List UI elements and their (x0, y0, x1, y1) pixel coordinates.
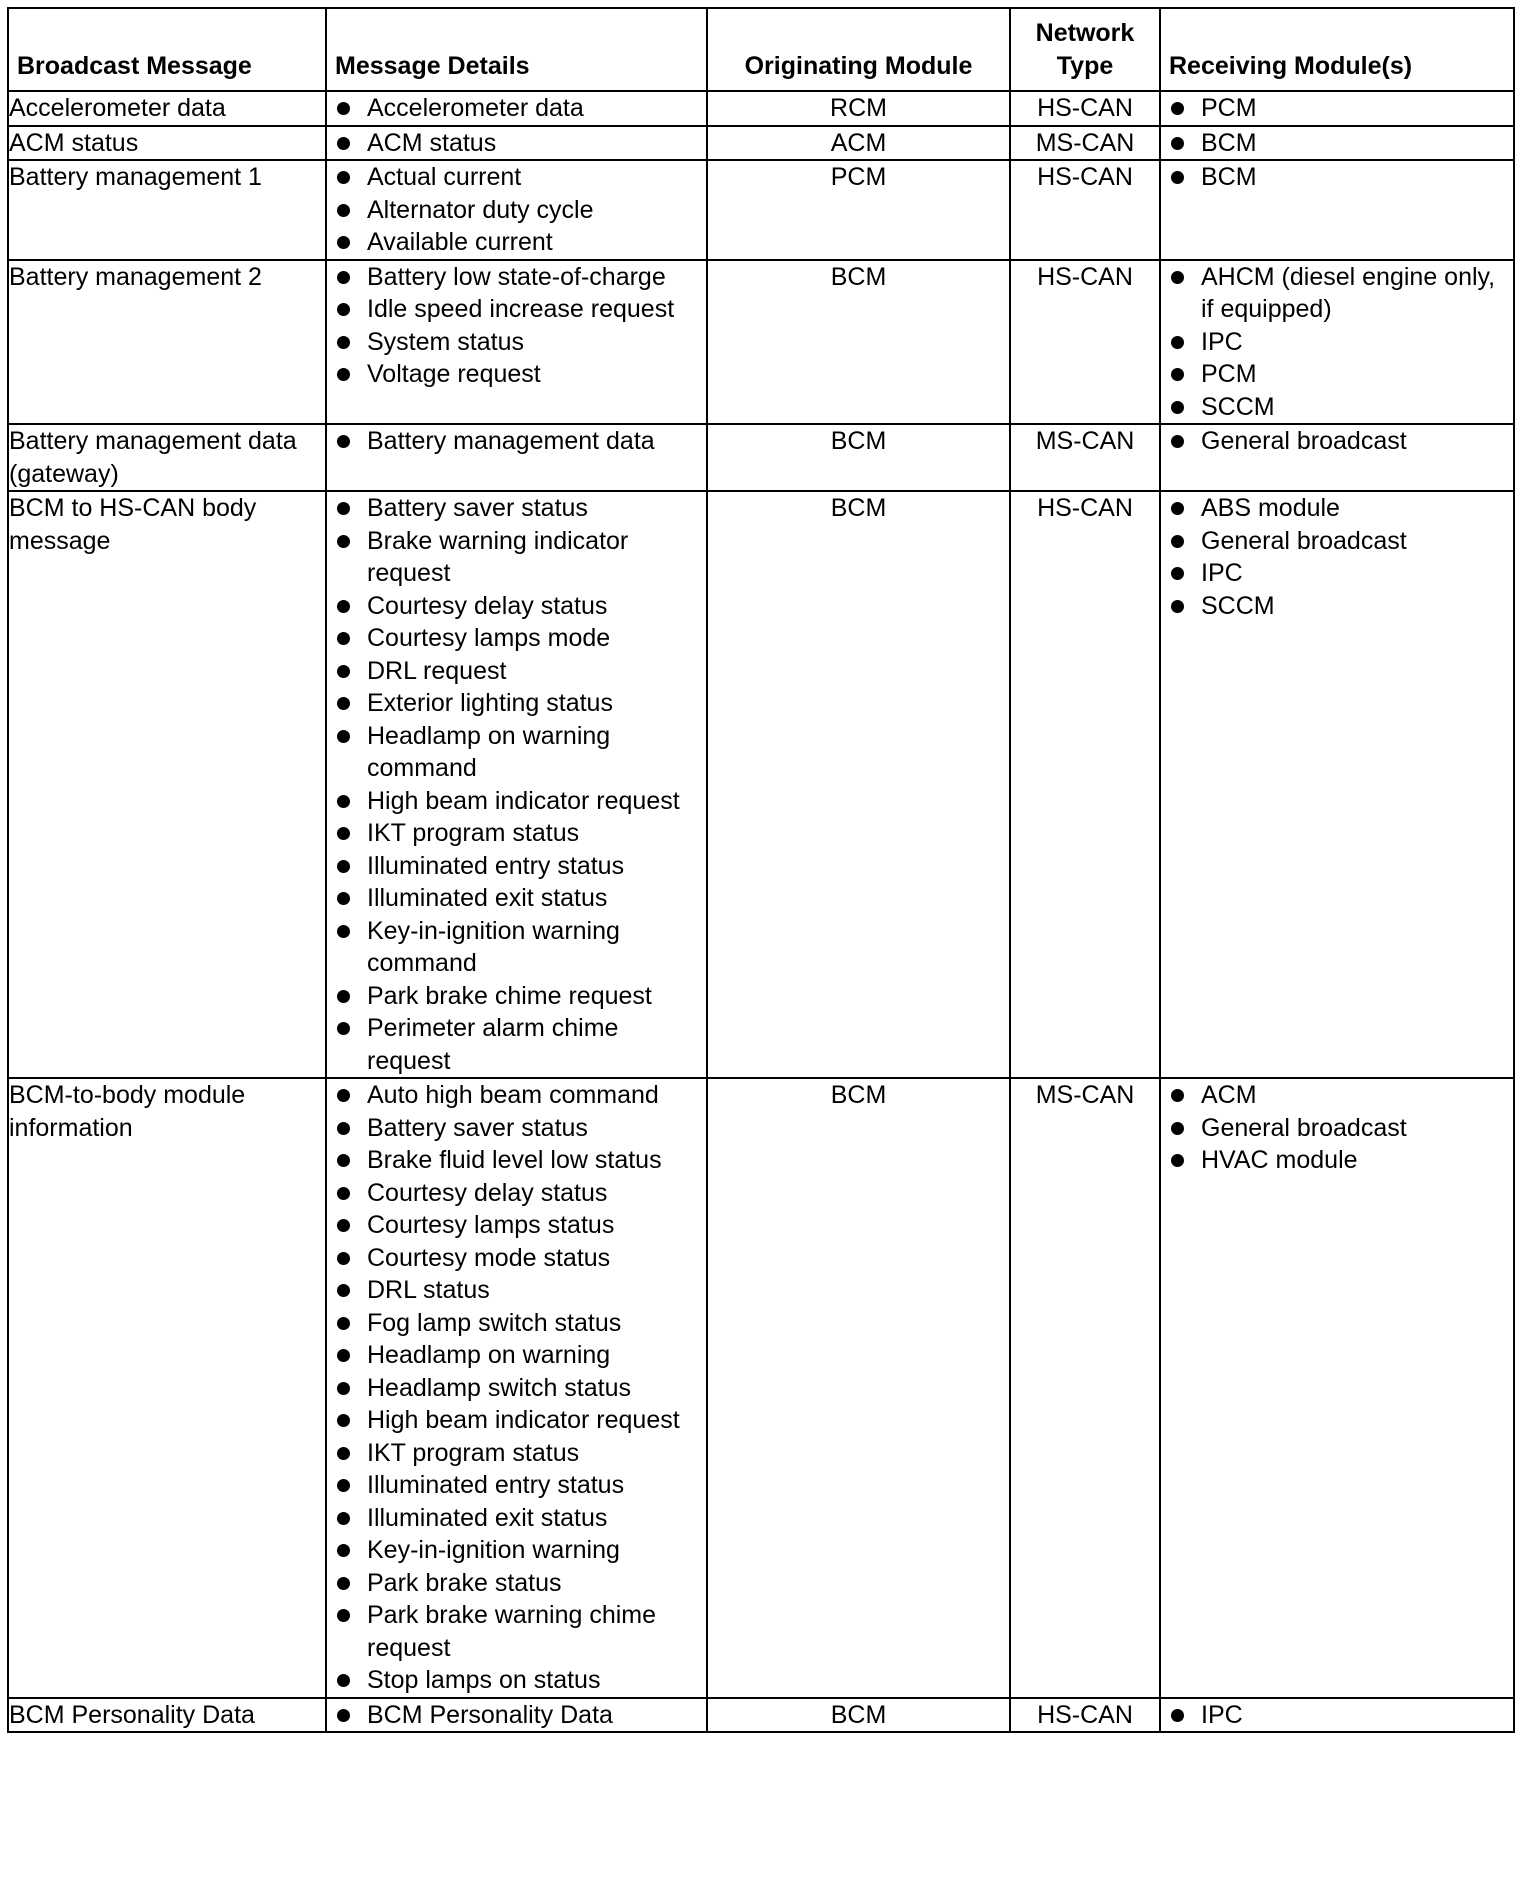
bullet-icon (337, 137, 350, 150)
detail-item-text: Alternator duty cycle (367, 195, 594, 224)
detail-item-text: Headlamp on warning command (367, 721, 611, 782)
receiver-item-text: IPC (1201, 327, 1243, 356)
detail-item-text: DRL status (367, 1276, 490, 1304)
detail-item-text: Courtesy delay status (367, 1178, 608, 1207)
detail-item (327, 817, 706, 850)
receiver-item-text: SCCM (1201, 591, 1275, 620)
detail-item (327, 1599, 706, 1664)
receiver-item (1161, 127, 1513, 160)
originating-module-cell: ACM (707, 126, 1010, 161)
message-details-cell (326, 1078, 707, 1698)
table-row (8, 1698, 1514, 1733)
bullet-icon (337, 1089, 350, 1102)
detail-item-text: Illuminated entry status (367, 851, 625, 880)
receiving-modules-cell (1160, 491, 1514, 1078)
detail-item-text: Fog lamp switch status (367, 1308, 622, 1337)
detail-item (327, 655, 706, 688)
detail-item-text: Illuminated entry status (367, 1471, 625, 1499)
receiver-item (1161, 590, 1513, 623)
detail-item (327, 590, 706, 623)
detail-item-text: DRL request (367, 656, 507, 685)
bullet-icon (337, 102, 350, 115)
table-row (8, 491, 1514, 1078)
receiving-modules-cell-list (1161, 1079, 1513, 1177)
table-row (8, 1078, 1514, 1698)
message-details-cell-list (327, 1079, 706, 1697)
detail-item (327, 1339, 706, 1372)
bullet-icon (337, 795, 350, 808)
detail-item-text: Stop lamps on status (367, 1666, 601, 1694)
detail-item (327, 1177, 706, 1210)
bullet-icon (1171, 137, 1184, 150)
receiver-item-text: HVAC module (1201, 1146, 1358, 1174)
bullet-icon (337, 1317, 350, 1330)
receiver-item-text: ACM (1201, 1081, 1257, 1109)
network-type-cell: MS-CAN (1010, 126, 1160, 161)
detail-item (327, 293, 706, 326)
table-row (8, 126, 1514, 161)
header-message-details: Message Details (326, 8, 707, 91)
bullet-icon (337, 1609, 350, 1622)
originating-module-cell: BCM (707, 1078, 1010, 1698)
detail-item (327, 1012, 706, 1077)
originating-module-cell: BCM (707, 424, 1010, 491)
table-row (8, 160, 1514, 260)
bullet-icon (337, 171, 350, 184)
receiver-item-text: ABS module (1201, 494, 1340, 522)
bullet-icon (1171, 435, 1184, 448)
receiver-item (1161, 326, 1513, 359)
detail-item (327, 161, 706, 194)
message-details-cell (326, 126, 707, 161)
bullet-icon (337, 632, 350, 645)
detail-item-text: Brake warning indicator request (367, 526, 629, 587)
receiving-modules-cell-list (1161, 261, 1513, 424)
receiving-modules-cell-list (1161, 161, 1513, 194)
receiving-modules-cell (1160, 160, 1514, 260)
bullet-icon (337, 1349, 350, 1362)
detail-item (327, 194, 706, 227)
bullet-icon (1171, 271, 1184, 284)
detail-item-text: Courtesy delay status (367, 591, 608, 620)
broadcast-message-cell: Battery management 1 (8, 160, 326, 260)
receiving-modules-cell-list (1161, 1699, 1513, 1732)
receiver-item-text: IPC (1201, 1700, 1243, 1729)
detail-item (327, 785, 706, 818)
originating-module-cell: PCM (707, 160, 1010, 260)
bullet-icon (337, 1382, 350, 1395)
header-broadcast-message: Broadcast Message (8, 8, 326, 91)
network-type-cell: MS-CAN (1010, 1078, 1160, 1698)
originating-module-cell: BCM (707, 260, 1010, 425)
bullet-icon (337, 368, 350, 381)
receiving-modules-cell (1160, 424, 1514, 491)
network-type-cell: HS-CAN (1010, 491, 1160, 1078)
detail-item (327, 720, 706, 785)
message-details-cell-list (327, 492, 706, 1077)
detail-item-text: Idle speed increase request (367, 295, 675, 323)
bullet-icon (337, 336, 350, 349)
receiver-item (1161, 492, 1513, 525)
receiving-modules-cell-list (1161, 92, 1513, 125)
detail-item-text: IKT program status (367, 819, 580, 847)
receiver-item-text: General broadcast (1201, 1113, 1407, 1142)
header-originating-module: Originating Module (707, 8, 1010, 91)
header-receiving-modules: Receiving Module(s) (1160, 8, 1514, 91)
receiver-item (1161, 1699, 1513, 1732)
broadcast-message-table (7, 7, 1515, 1733)
bullet-icon (337, 892, 350, 905)
message-details-cell-list (327, 127, 706, 160)
table-row (8, 260, 1514, 425)
bullet-icon (337, 990, 350, 1003)
receiver-item-text: General broadcast (1201, 427, 1407, 455)
receiving-modules-cell (1160, 126, 1514, 161)
bullet-icon (337, 1414, 350, 1427)
receiver-item (1161, 261, 1513, 326)
detail-item-text: Battery saver status (367, 494, 588, 522)
detail-item-text: Perimeter alarm chime request (367, 1014, 619, 1075)
detail-item (327, 525, 706, 590)
detail-item (327, 1274, 706, 1307)
detail-item-text: Park brake warning chime request (367, 1601, 657, 1662)
network-type-cell: HS-CAN (1010, 160, 1160, 260)
message-details-cell-list (327, 161, 706, 259)
receiver-item-text: IPC (1201, 559, 1243, 587)
bullet-icon (1171, 1122, 1184, 1135)
detail-item (327, 1534, 706, 1567)
bullet-icon (337, 271, 350, 284)
bullet-icon (337, 827, 350, 840)
network-type-cell: HS-CAN (1010, 91, 1160, 126)
receiver-item-text: SCCM (1201, 392, 1275, 421)
detail-item-text: Courtesy lamps mode (367, 624, 611, 652)
bullet-icon (337, 1709, 350, 1722)
bullet-icon (337, 925, 350, 938)
detail-item-text: High beam indicator request (367, 786, 680, 815)
originating-module-cell: RCM (707, 91, 1010, 126)
receiver-item-text: BCM (1201, 163, 1257, 191)
receiving-modules-cell (1160, 260, 1514, 425)
detail-item-text: Brake fluid level low status (367, 1146, 662, 1174)
detail-item-text: Battery management data (367, 427, 655, 455)
message-details-cell (326, 491, 707, 1078)
bullet-icon (1171, 1709, 1184, 1722)
detail-item-text: Available current (367, 228, 553, 256)
detail-item (327, 226, 706, 259)
detail-item-text: Auto high beam command (367, 1081, 659, 1109)
receiving-modules-cell (1160, 1078, 1514, 1698)
receiver-item-text: PCM (1201, 94, 1257, 122)
detail-item (327, 1469, 706, 1502)
receiver-item (1161, 1144, 1513, 1177)
broadcast-message-cell: BCM to HS-CAN body message (8, 491, 326, 1078)
bullet-icon (1171, 102, 1184, 115)
bullet-icon (337, 1252, 350, 1265)
detail-item (327, 326, 706, 359)
detail-item (327, 1209, 706, 1242)
receiver-item (1161, 1112, 1513, 1145)
detail-item-text: Illuminated exit status (367, 1503, 608, 1532)
bullet-icon (337, 1674, 350, 1687)
bullet-icon (337, 1512, 350, 1525)
bullet-icon (337, 600, 350, 613)
bullet-icon (1171, 336, 1184, 349)
receiver-item (1161, 161, 1513, 194)
detail-item-text: BCM Personality Data (367, 1700, 613, 1729)
bullet-icon (337, 1219, 350, 1232)
broadcast-message-cell: BCM Personality Data (8, 1698, 326, 1733)
detail-item-text: Headlamp switch status (367, 1373, 632, 1402)
receiving-modules-cell-list (1161, 127, 1513, 160)
message-details-cell (326, 91, 707, 126)
bullet-icon (1171, 171, 1184, 184)
message-details-cell (326, 160, 707, 260)
receiving-modules-cell-list (1161, 492, 1513, 622)
detail-item (327, 980, 706, 1013)
originating-module-cell: BCM (707, 1698, 1010, 1733)
bullet-icon (337, 1544, 350, 1557)
detail-item (327, 850, 706, 883)
broadcast-message-cell: Accelerometer data (8, 91, 326, 126)
bullet-icon (1171, 1154, 1184, 1167)
bullet-icon (337, 1447, 350, 1460)
bullet-icon (1171, 600, 1184, 613)
detail-item (327, 1404, 706, 1437)
detail-item-text: IKT program status (367, 1438, 580, 1467)
receiver-item-text: PCM (1201, 360, 1257, 388)
broadcast-message-cell: Battery management 2 (8, 260, 326, 425)
detail-item (327, 1437, 706, 1470)
message-details-cell-list (327, 261, 706, 391)
receiving-modules-cell (1160, 91, 1514, 126)
detail-item (327, 1307, 706, 1340)
detail-item (327, 687, 706, 720)
detail-item-text: Exterior lighting status (367, 689, 613, 717)
message-details-cell (326, 1698, 707, 1733)
detail-item-text: System status (367, 327, 524, 356)
receiver-item-text: BCM (1201, 128, 1257, 157)
detail-item (327, 1664, 706, 1697)
detail-item-text: Illuminated exit status (367, 884, 608, 912)
receiver-item (1161, 1079, 1513, 1112)
detail-item-text: High beam indicator request (367, 1406, 680, 1434)
bullet-icon (337, 665, 350, 678)
bullet-icon (337, 697, 350, 710)
bullet-icon (1171, 502, 1184, 515)
detail-item (327, 1699, 706, 1732)
bullet-icon (1171, 567, 1184, 580)
detail-item (327, 1144, 706, 1177)
detail-item (327, 92, 706, 125)
bullet-icon (337, 730, 350, 743)
bullet-icon (337, 1154, 350, 1167)
receiver-item-text: AHCM (diesel engine only, if equipped) (1201, 262, 1496, 323)
message-details-cell-list (327, 92, 706, 125)
table-header-row (8, 8, 1514, 91)
network-type-cell: MS-CAN (1010, 424, 1160, 491)
detail-item (327, 915, 706, 980)
detail-item-text: Battery low state-of-charge (367, 262, 666, 291)
bullet-icon (337, 1022, 350, 1035)
detail-item (327, 358, 706, 391)
receiver-item (1161, 425, 1513, 458)
message-details-cell-list (327, 1699, 706, 1732)
detail-item (327, 1502, 706, 1535)
bullet-icon (1171, 1089, 1184, 1102)
detail-item-text: ACM status (367, 128, 497, 157)
detail-item-text: Key-in-ignition warning command (367, 916, 620, 977)
header-network-type (1010, 8, 1160, 91)
receiver-item (1161, 525, 1513, 558)
bullet-icon (1171, 535, 1184, 548)
bullet-icon (337, 435, 350, 448)
detail-item (327, 127, 706, 160)
detail-item (327, 1079, 706, 1112)
bullet-icon (337, 303, 350, 316)
bullet-icon (1171, 401, 1184, 414)
header-network-type-line2: Type (1056, 51, 1114, 80)
table-body (8, 91, 1514, 1732)
broadcast-message-cell: Battery management data (gateway) (8, 424, 326, 491)
bullet-icon (337, 204, 350, 217)
detail-item (327, 492, 706, 525)
receiver-item (1161, 557, 1513, 590)
bullet-icon (337, 860, 350, 873)
table-row (8, 91, 1514, 126)
detail-item (327, 425, 706, 458)
bullet-icon (337, 236, 350, 249)
detail-item-text: Park brake chime request (367, 981, 652, 1010)
network-type-cell: HS-CAN (1010, 260, 1160, 425)
detail-item (327, 1112, 706, 1145)
bullet-icon (337, 1122, 350, 1135)
detail-item (327, 1242, 706, 1275)
broadcast-message-cell: BCM-to-body module information (8, 1078, 326, 1698)
detail-item (327, 261, 706, 294)
detail-item-text: Voltage request (367, 360, 541, 388)
receiving-modules-cell (1160, 1698, 1514, 1733)
bullet-icon (337, 535, 350, 548)
detail-item-text: Key-in-ignition warning (367, 1536, 620, 1564)
detail-item (327, 1567, 706, 1600)
detail-item-text: Battery saver status (367, 1113, 588, 1142)
bullet-icon (1171, 368, 1184, 381)
bullet-icon (337, 502, 350, 515)
receiver-item (1161, 358, 1513, 391)
bullet-icon (337, 1187, 350, 1200)
receiver-item (1161, 391, 1513, 424)
document-page (7, 7, 1513, 1733)
detail-item-text: Park brake status (367, 1568, 562, 1597)
message-details-cell-list (327, 425, 706, 458)
bullet-icon (337, 1284, 350, 1297)
receiver-item (1161, 92, 1513, 125)
detail-item-text: Headlamp on warning (367, 1341, 611, 1369)
message-details-cell (326, 260, 707, 425)
receiver-item-text: General broadcast (1201, 526, 1407, 555)
table-row (8, 424, 1514, 491)
detail-item-text: Actual current (367, 163, 522, 191)
bullet-icon (337, 1479, 350, 1492)
bullet-icon (337, 1577, 350, 1590)
network-type-cell: HS-CAN (1010, 1698, 1160, 1733)
detail-item (327, 1372, 706, 1405)
message-details-cell (326, 424, 707, 491)
detail-item-text: Courtesy mode status (367, 1243, 611, 1272)
detail-item (327, 622, 706, 655)
broadcast-message-cell: ACM status (8, 126, 326, 161)
detail-item (327, 882, 706, 915)
detail-item-text: Courtesy lamps status (367, 1211, 615, 1239)
originating-module-cell: BCM (707, 491, 1010, 1078)
header-network-type-line1: Network (1035, 19, 1135, 47)
detail-item-text: Accelerometer data (367, 94, 584, 122)
receiving-modules-cell-list (1161, 425, 1513, 458)
